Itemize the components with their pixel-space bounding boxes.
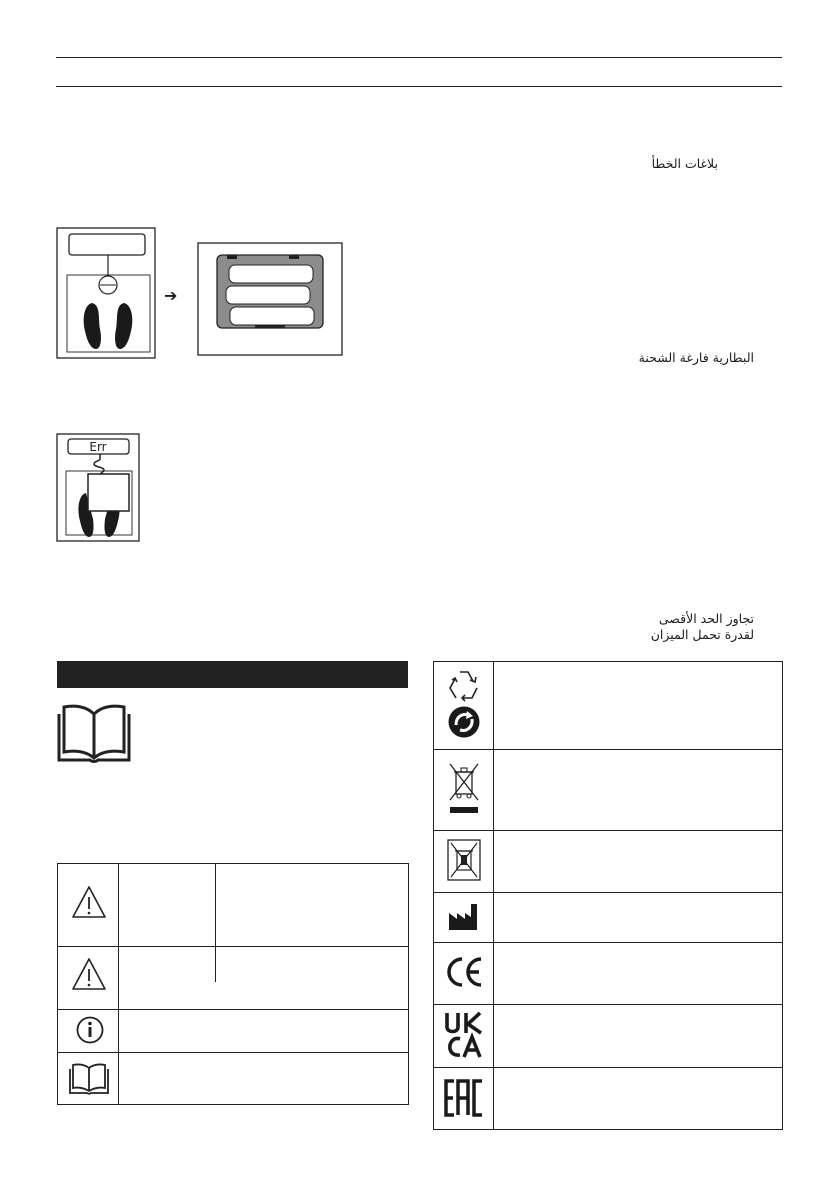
header-rule-bottom: [56, 86, 782, 87]
symbol-table-left: [57, 863, 409, 1105]
scale-overload-illustration: [56, 433, 140, 542]
header-rule-top: [56, 57, 782, 58]
ce-mark-icon: [444, 955, 484, 989]
warning-triangle-icon: [71, 884, 107, 920]
overload-label-line2: لقدرة تحمل الميزان: [650, 627, 754, 642]
caution-triangle-icon: [71, 956, 107, 992]
arrow-right-icon: ➔: [164, 286, 178, 305]
green-dot-icon: [447, 705, 481, 739]
manufacturer-factory-icon: [448, 903, 480, 931]
read-manual-small-icon: [68, 1061, 110, 1095]
eac-mark-icon: [443, 1077, 485, 1119]
symbol-table-right: [433, 661, 783, 1130]
symbols-banner: [57, 661, 408, 688]
overload-label-line1: تجاوز الحد الأقصى: [658, 611, 754, 626]
scale-low-battery-illustration: [56, 227, 156, 359]
crossed-battery-bin-icon: [447, 839, 481, 881]
recycle-icon: [446, 668, 482, 702]
battery-empty-label: البطارية فارغة الشحنة: [638, 350, 754, 365]
read-manual-icon: [56, 700, 132, 764]
overload-display-text: Err: [89, 440, 107, 454]
battery-compartment-illustration: [197, 242, 343, 356]
ukca-mark-icon: [444, 1011, 484, 1061]
info-icon: [75, 1015, 105, 1045]
error-messages-heading: بلاغات الخطأ: [651, 156, 718, 171]
crossed-bin-icon: [447, 760, 481, 820]
